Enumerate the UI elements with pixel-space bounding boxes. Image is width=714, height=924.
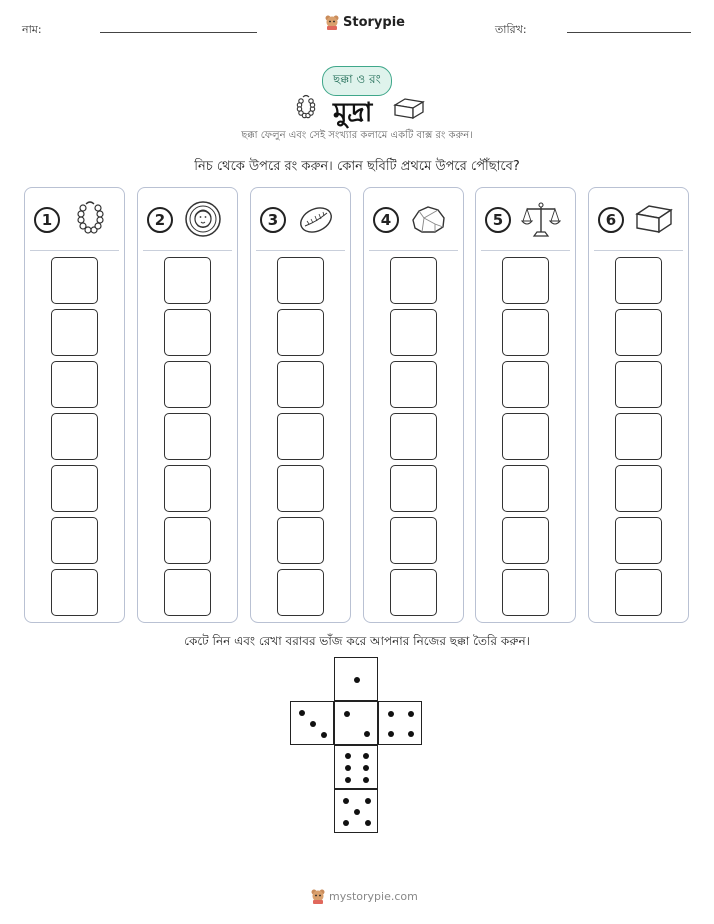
brand-logo (325, 14, 405, 30)
color-box[interactable] (502, 569, 549, 616)
color-box[interactable] (277, 413, 324, 460)
dice-pip (343, 798, 349, 804)
column-6 (588, 187, 689, 623)
color-box[interactable] (390, 517, 437, 564)
dice-face-5 (334, 789, 378, 833)
bead-necklace-icon (295, 94, 317, 120)
footer-url: mystorypie.com (329, 889, 418, 903)
dice-pip (408, 711, 414, 717)
column-number: 4 (373, 207, 399, 233)
dice-face-3 (290, 701, 334, 745)
color-box[interactable] (390, 309, 437, 356)
dice-face-6 (334, 745, 378, 789)
color-box[interactable] (615, 309, 662, 356)
column-2 (137, 187, 238, 623)
column-number: 2 (147, 207, 173, 233)
color-box[interactable] (615, 569, 662, 616)
column-number: 6 (598, 207, 624, 233)
dice-pip (365, 798, 371, 804)
shell-icon (296, 200, 336, 238)
dice-pip (365, 820, 371, 826)
dice-pip (354, 809, 360, 815)
dice-pip (364, 731, 370, 737)
dice-pip (388, 711, 394, 717)
dice-pip (345, 777, 351, 783)
dice-pip (363, 777, 369, 783)
color-box[interactable] (277, 361, 324, 408)
footer (311, 888, 418, 904)
color-box[interactable] (164, 361, 211, 408)
salt-block-icon (392, 96, 426, 120)
brand-name: Storypie (343, 14, 405, 30)
color-box[interactable] (164, 517, 211, 564)
cut-instruction: কেটে নিন এবং রেখা বরাবর ভাঁজ করে আপনার নিজের ছক্কা তৈরি করুন। (184, 634, 530, 648)
color-box[interactable] (390, 257, 437, 304)
color-box[interactable] (277, 517, 324, 564)
dice-pip (345, 753, 351, 759)
balance-scale-icon (521, 200, 561, 238)
bear-mascot-icon (325, 14, 339, 30)
color-box[interactable] (164, 309, 211, 356)
color-box[interactable] (51, 309, 98, 356)
color-box[interactable] (615, 257, 662, 304)
column-number: 1 (34, 207, 60, 233)
color-box[interactable] (502, 517, 549, 564)
color-box[interactable] (277, 465, 324, 512)
name-line[interactable] (100, 32, 257, 33)
color-box[interactable] (277, 569, 324, 616)
rock-icon (409, 200, 449, 238)
color-box[interactable] (164, 413, 211, 460)
color-box[interactable] (615, 517, 662, 564)
column-5 (475, 187, 576, 623)
color-box[interactable] (615, 465, 662, 512)
lion-coin-icon (183, 200, 223, 238)
column-divider (594, 250, 683, 251)
color-box[interactable] (390, 569, 437, 616)
column-number: 3 (260, 207, 286, 233)
category-badge: ছক্কা ও রং (322, 66, 392, 96)
column-divider (369, 250, 458, 251)
dice-pip (408, 731, 414, 737)
dice-pip (310, 721, 316, 727)
column-3 (250, 187, 351, 623)
dice-face-4 (378, 701, 422, 745)
color-box[interactable] (277, 309, 324, 356)
column-divider (30, 250, 119, 251)
color-box[interactable] (164, 257, 211, 304)
column-number: 5 (485, 207, 511, 233)
color-box[interactable] (51, 569, 98, 616)
color-box[interactable] (502, 257, 549, 304)
column-divider (481, 250, 570, 251)
color-box[interactable] (390, 413, 437, 460)
color-box[interactable] (502, 413, 549, 460)
color-box[interactable] (502, 465, 549, 512)
color-box[interactable] (51, 413, 98, 460)
dice-pip (299, 710, 305, 716)
color-box[interactable] (615, 361, 662, 408)
color-box[interactable] (51, 517, 98, 564)
color-box[interactable] (390, 465, 437, 512)
color-box[interactable] (51, 361, 98, 408)
subtitle: ছক্কা ফেলুন এবং সেই সংখ্যার কলামে একটি বাক্স রং করুন। (241, 130, 473, 141)
color-box[interactable] (164, 569, 211, 616)
question: নিচ থেকে উপরে রং করুন। কোন ছবিটি প্রথমে উপরে পৌঁছাবে? (194, 159, 520, 174)
color-box[interactable] (502, 309, 549, 356)
dice-pip (321, 732, 327, 738)
column-1 (24, 187, 125, 623)
dice-pip (388, 731, 394, 737)
column-4 (363, 187, 464, 623)
color-box[interactable] (51, 257, 98, 304)
dice-pip (344, 711, 350, 717)
color-box[interactable] (51, 465, 98, 512)
dice-pip (354, 677, 360, 683)
date-label: তারিখ: (495, 23, 527, 36)
column-divider (256, 250, 345, 251)
dice-face-1 (334, 657, 378, 701)
dice-pip (345, 765, 351, 771)
dice-pip (343, 820, 349, 826)
color-box[interactable] (164, 465, 211, 512)
column-divider (143, 250, 232, 251)
dice-pip (363, 765, 369, 771)
dice-pip (363, 753, 369, 759)
page-title: মুদ্রা (333, 98, 373, 128)
date-line[interactable] (567, 32, 691, 33)
bead-necklace-icon (70, 200, 110, 238)
name-label: নাম: (22, 23, 42, 36)
color-box[interactable] (502, 361, 549, 408)
bear-mascot-icon (311, 888, 325, 904)
salt-block-icon (634, 200, 674, 238)
dice-face-2 (334, 701, 378, 745)
color-box[interactable] (277, 257, 324, 304)
color-box[interactable] (615, 413, 662, 460)
color-box[interactable] (390, 361, 437, 408)
